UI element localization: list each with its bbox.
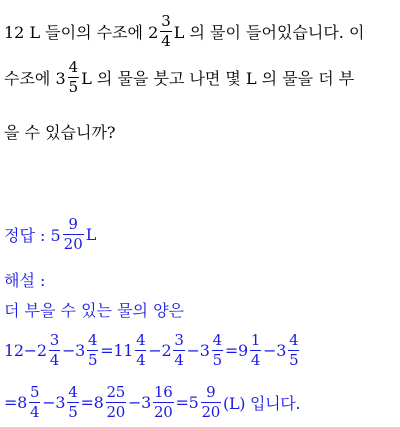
question-text: 수조에 3 <box>4 69 66 88</box>
numerator: 16 <box>154 383 173 401</box>
fraction <box>63 217 84 252</box>
numerator: 4 <box>88 331 98 349</box>
numerator: 4 <box>289 331 299 349</box>
equation-term: =5 <box>175 393 199 412</box>
equation-term: =9 <box>224 341 248 360</box>
fraction <box>29 385 40 420</box>
denominator: 4 <box>161 32 171 50</box>
equation-term: (L) 입니다. <box>223 394 301 413</box>
numerator: 3 <box>49 331 59 349</box>
denominator: 5 <box>88 351 98 369</box>
answer-unit: L <box>85 225 97 244</box>
question-text: L 의 물을 붓고 나면 몇 L 의 물을 더 부 <box>81 69 355 88</box>
equation-term: =11 <box>100 341 134 360</box>
denominator: 4 <box>30 403 40 421</box>
equation-term: −3 <box>128 393 151 412</box>
fraction <box>173 333 184 368</box>
question-line-2 <box>4 60 354 95</box>
fraction <box>212 333 223 368</box>
question-text: 을 수 있습니까? <box>4 123 116 142</box>
equation-line-2 <box>4 385 300 420</box>
fraction <box>250 333 261 368</box>
fraction <box>67 385 78 420</box>
equation-term: −3 <box>186 341 210 360</box>
fraction <box>106 385 127 420</box>
answer-line <box>4 217 96 252</box>
equation-term: 12−2 <box>4 341 47 360</box>
fraction <box>49 333 60 368</box>
equation-line-1 <box>4 333 301 368</box>
denominator: 20 <box>106 403 125 421</box>
denominator: 5 <box>212 351 222 369</box>
denominator: 5 <box>289 351 299 369</box>
denominator: 4 <box>49 351 59 369</box>
question-line-1 <box>4 14 364 49</box>
equation-term: −3 <box>263 341 287 360</box>
question-text: L 의 물이 들어있습니다. 이 <box>173 23 365 42</box>
equation-term: −3 <box>62 341 85 360</box>
numerator: 1 <box>250 331 261 349</box>
denominator: 5 <box>68 78 79 96</box>
denominator: 4 <box>250 351 261 369</box>
denominator: 4 <box>136 351 146 369</box>
numerator: 9 <box>206 383 216 401</box>
fraction <box>153 385 174 420</box>
question-line-3 <box>4 120 116 143</box>
fraction <box>201 385 222 420</box>
numerator: 4 <box>68 383 78 401</box>
equation-term: −2 <box>148 341 172 360</box>
equation-term: =8 <box>80 393 104 412</box>
equation-term: −3 <box>42 393 66 412</box>
numerator: 9 <box>68 215 78 233</box>
denominator: 5 <box>68 403 78 421</box>
solution-label: 해설 : <box>4 271 46 290</box>
fraction <box>135 333 146 368</box>
denominator: 20 <box>63 235 83 253</box>
denominator: 4 <box>174 351 184 369</box>
solution-label-line <box>4 268 45 291</box>
denominator: 20 <box>154 403 173 421</box>
numerator: 4 <box>136 331 146 349</box>
fraction <box>288 333 299 368</box>
numerator: 4 <box>68 58 79 76</box>
fraction <box>87 333 98 368</box>
numerator: 25 <box>106 383 125 401</box>
solution-sentence: 더 부을 수 있는 물의 양은 <box>4 301 184 320</box>
equation-term: =8 <box>4 393 27 412</box>
fraction <box>68 60 80 95</box>
solution-sentence-line <box>4 298 184 321</box>
answer-label: 정답 : 5 <box>4 226 61 245</box>
question-text: 12 L 들이의 수조에 2 <box>4 23 159 42</box>
numerator: 5 <box>30 383 40 401</box>
numerator: 4 <box>212 331 222 349</box>
fraction <box>160 14 172 49</box>
numerator: 3 <box>174 331 184 349</box>
numerator: 3 <box>161 12 171 30</box>
denominator: 20 <box>201 403 220 421</box>
